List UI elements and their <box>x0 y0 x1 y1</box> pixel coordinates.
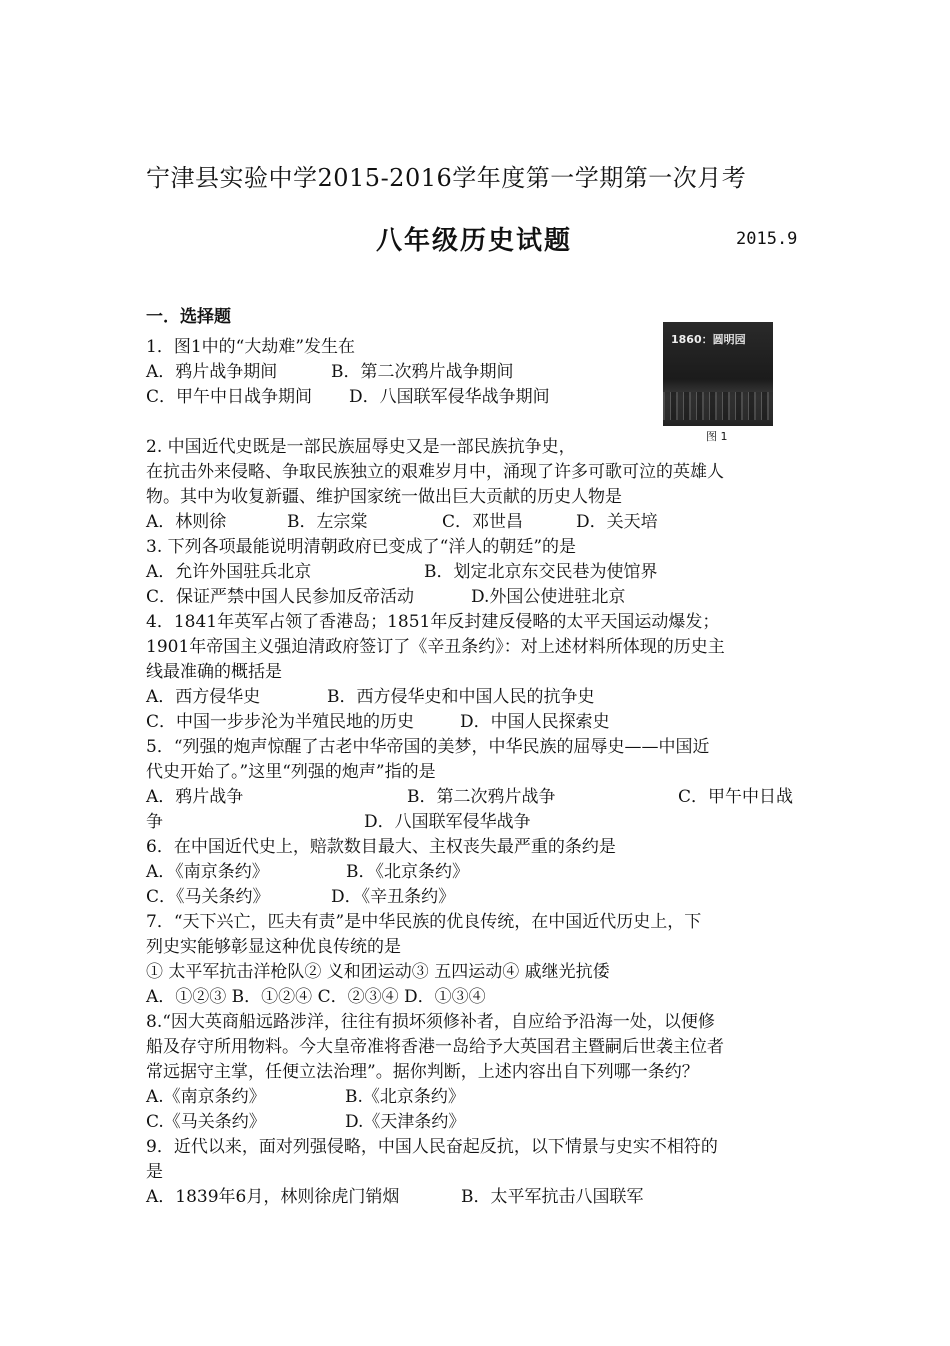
question-1-option-a: A．鸦片战争期间 <box>146 362 278 382</box>
figure-1-yuanmingyuan-photo <box>663 322 773 426</box>
question-4-option-a: A．西方侵华史 <box>146 687 261 707</box>
question-9-stem-line-1: 9．近代以来，面对列强侵略，中国人民奋起反抗，以下情景与史实不相符的 <box>146 1137 718 1157</box>
exam-title: 八年级历史试题 <box>376 226 573 256</box>
question-5-stem-line-1: 5．“列强的炮声惊醒了古老中华帝国的美梦，中华民族的屈辱史——中国近 <box>146 737 710 757</box>
question-8-stem-line-1: 8.“因大英商船远路涉洋，往往有损坏须修补者，自应给予沿海一处，以便修 <box>146 1012 715 1032</box>
question-4-stem-line-1: 4．1841年英军占领了香港岛；1851年反封建反侵略的太平天国运动爆发； <box>146 612 720 632</box>
question-2-option-b: B．左宗棠 <box>287 512 368 532</box>
figure-1-image-text: 1860：圆明园 <box>671 333 746 346</box>
question-4-stem-line-2: 1901年帝国主义强迫清政府签订了《辛丑条约》：对上述材料所体现的历史主 <box>146 637 725 657</box>
question-8-stem-line-2: 船及存守所用物料。今大皇帝准将香港一岛给予大英国君主暨嗣后世袭主位者 <box>146 1037 724 1057</box>
question-6-stem: 6．在中国近代史上，赔款数目最大、主权丧失最严重的条约是 <box>146 837 616 857</box>
question-8-option-c: C.《马关条约》 <box>146 1112 266 1132</box>
question-3-option-d: D.外国公使进驻北京 <box>471 587 626 607</box>
question-5-option-c: C．甲午中日战 <box>678 787 794 807</box>
question-6-option-c: C．《马关条约》 <box>146 887 270 907</box>
question-5-option-c-continued: 争 <box>146 812 163 832</box>
question-2-stem-line-3: 物。其中为收复新疆、维护国家统一做出巨大贡献的历史人物是 <box>146 487 622 507</box>
question-6-option-b: B．《北京条约》 <box>346 862 469 882</box>
question-6-option-a: A．《南京条约》 <box>146 862 269 882</box>
question-1-stem: 1．图1中的“大劫难”发生在 <box>146 337 356 357</box>
question-8-option-a: A.《南京条约》 <box>146 1087 266 1107</box>
question-1-option-c: C．甲午中日战争期间 <box>146 387 313 407</box>
question-2-option-d: D．关天培 <box>576 512 658 532</box>
question-9-option-a: A．1839年6月，林则徐虎门销烟 <box>146 1187 400 1207</box>
question-1-option-d: D．八国联军侵华战争期间 <box>349 387 550 407</box>
section-heading: 一．选择题 <box>146 307 231 327</box>
question-4-stem-line-3: 线最准确的概括是 <box>146 662 282 682</box>
school-title: 宁津县实验中学2015-2016学年度第一学期第一次月考 <box>146 164 747 192</box>
question-2-option-c: C．邓世昌 <box>442 512 524 532</box>
question-5-option-d: D．八国联军侵华战争 <box>364 812 531 832</box>
question-7-stem-line-2: 列史实能够彰显这种优良传统的是 <box>146 937 401 957</box>
question-2-stem-line-2: 在抗击外来侵略、争取民族独立的艰难岁月中，涌现了许多可歌可泣的英雄人 <box>146 462 724 482</box>
question-3-option-b: B．划定北京东交民巷为使馆界 <box>424 562 658 582</box>
question-4-option-b: B．西方侵华史和中国人民的抗争史 <box>327 687 595 707</box>
question-5-stem-line-2: 代史开始了。”这里“列强的炮声”指的是 <box>146 762 436 782</box>
question-3-option-c: C．保证严禁中国人民参加反帝活动 <box>146 587 415 607</box>
question-5-option-a: A．鸦片战争 <box>146 787 244 807</box>
question-2-option-a: A．林则徐 <box>146 512 227 532</box>
question-8-option-b: B.《北京条约》 <box>345 1087 465 1107</box>
question-7-stem-line-1: 7．“天下兴亡，匹夫有责”是中华民族的优良传统，在中国近代历史上，下 <box>146 912 702 932</box>
question-9-option-b: B．太平军抗击八国联军 <box>461 1187 644 1207</box>
question-2-stem-line-1: 2. 中国近代史既是一部民族屈辱史又是一部民族抗争史， <box>146 437 576 457</box>
question-7-options: A．①②③ B．①②④ C．②③④ D．①③④ <box>146 987 486 1007</box>
exam-date: 2015.9 <box>736 229 798 249</box>
question-9-stem-line-2: 是 <box>146 1162 163 1182</box>
question-4-option-d: D．中国人民探索史 <box>460 712 610 732</box>
question-3-option-a: A．允许外国驻兵北京 <box>146 562 312 582</box>
figure-1-ruins-graphic <box>663 392 773 420</box>
question-8-stem-line-3: 常远据守主掌，任便立法治理”。据你判断，上述内容出自下列哪一条约？ <box>146 1062 699 1082</box>
question-7-items: ① 太平军抗击洋枪队② 义和团运动③ 五四运动④ 戚继光抗倭 <box>146 962 610 982</box>
question-6-option-d: D．《辛丑条约》 <box>331 887 456 907</box>
question-8-option-d: D.《天津条约》 <box>345 1112 466 1132</box>
question-4-option-c: C．中国一步步沦为半殖民地的历史 <box>146 712 415 732</box>
question-3-stem: 3. 下列各项最能说明清朝政府已变成了“洋人的朝廷”的是 <box>146 537 577 557</box>
question-1-option-b: B．第二次鸦片战争期间 <box>331 362 514 382</box>
question-5-option-b: B．第二次鸦片战争 <box>407 787 556 807</box>
figure-1-caption: 图 1 <box>706 430 728 443</box>
